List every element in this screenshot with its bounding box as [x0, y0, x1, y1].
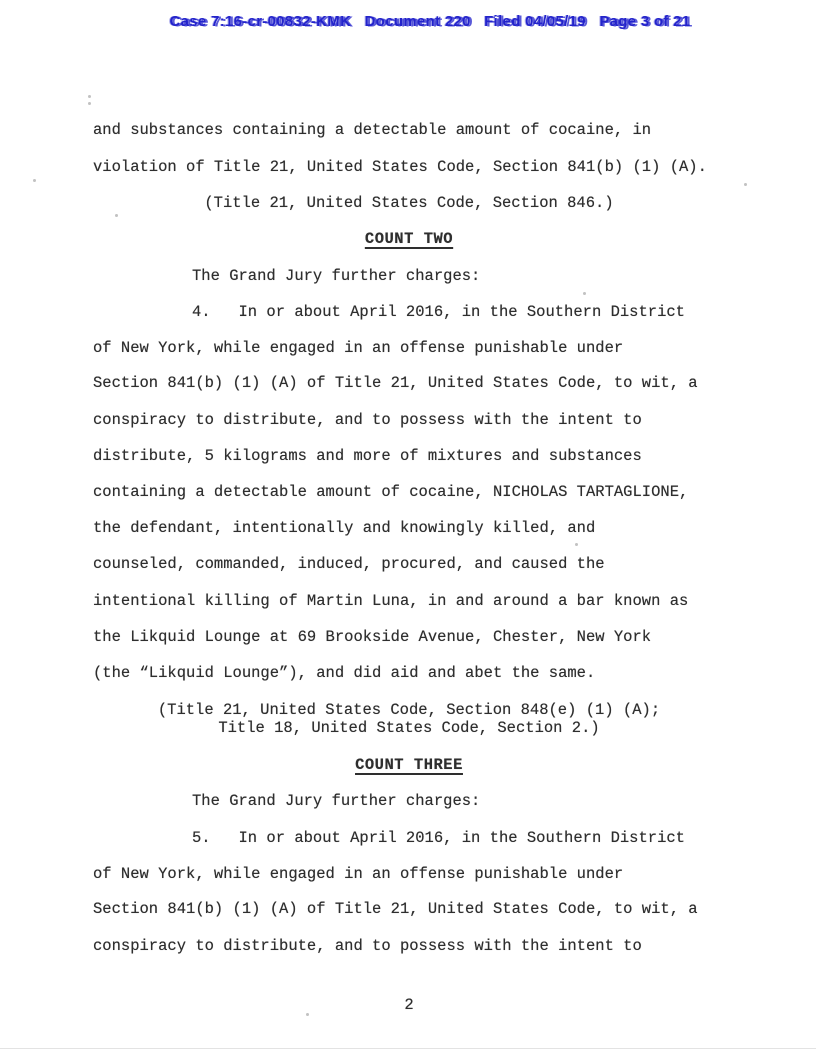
body-line: violation of Title 21, United States Code, Section 841(b) (1) (A).	[93, 158, 707, 176]
body-line: Section 841(b) (1) (A) of Title 21, United States Code, to wit, a	[93, 374, 698, 392]
scan-artifact	[88, 95, 91, 98]
body-line: and substances containing a detectable amount of cocaine, in	[93, 121, 652, 139]
ecf-header-stamp: Case 7:16-cr-00832-KMK Document 220 Filed 04/05/19 Page 3 of 21	[169, 13, 691, 30]
scan-artifact	[33, 179, 36, 182]
body-line: intentional killing of Martin Luna, in and around a bar known as	[93, 592, 689, 610]
body-line: The Grand Jury further charges:	[192, 267, 481, 285]
statute-citation: Title 18, United States Code, Section 2.)	[218, 719, 600, 737]
body-line: the defendant, intentionally and knowingly killed, and	[93, 519, 596, 537]
body-line: The Grand Jury further charges:	[192, 792, 481, 810]
statute-citation: (Title 21, United States Code, Section 846.)	[204, 194, 614, 212]
scan-artifact	[744, 183, 747, 186]
body-line: of New York, while engaged in an offense punishable under	[93, 339, 624, 357]
statute-citation: (Title 21, United States Code, Section 848(e) (1) (A);	[157, 701, 661, 719]
scan-artifact	[583, 292, 586, 295]
paragraph-5-start: 5. In or about April 2016, in the Southern District	[192, 829, 685, 847]
scan-artifact	[88, 102, 91, 105]
body-line: (the “Likquid Lounge”), and did aid and abet the same.	[93, 664, 596, 682]
body-line: conspiracy to distribute, and to possess with the intent to	[93, 937, 642, 955]
body-line: Section 841(b) (1) (A) of Title 21, United States Code, to wit, a	[93, 900, 698, 918]
body-line: the Likquid Lounge at 69 Brookside Avenue, Chester, New York	[93, 628, 652, 646]
body-line: containing a detectable amount of cocaine, NICHOLAS TARTAGLIONE,	[93, 483, 689, 501]
document-text-column	[93, 0, 725, 1056]
count-three-heading: COUNT THREE	[355, 756, 463, 774]
body-line: conspiracy to distribute, and to possess with the intent to	[93, 411, 642, 429]
count-two-heading: COUNT TWO	[364, 230, 454, 248]
page-bottom-divider	[0, 1048, 816, 1049]
scan-artifact	[115, 214, 118, 217]
body-line: distribute, 5 kilograms and more of mixtures and substances	[93, 447, 642, 465]
paragraph-4-start: 4. In or about April 2016, in the Southern District	[192, 303, 685, 321]
body-line: of New York, while engaged in an offense punishable under	[93, 865, 624, 883]
body-line: counseled, commanded, induced, procured, and caused the	[93, 555, 605, 573]
scan-artifact	[575, 543, 578, 546]
page-number: 2	[404, 996, 414, 1014]
scan-artifact	[306, 1013, 309, 1016]
